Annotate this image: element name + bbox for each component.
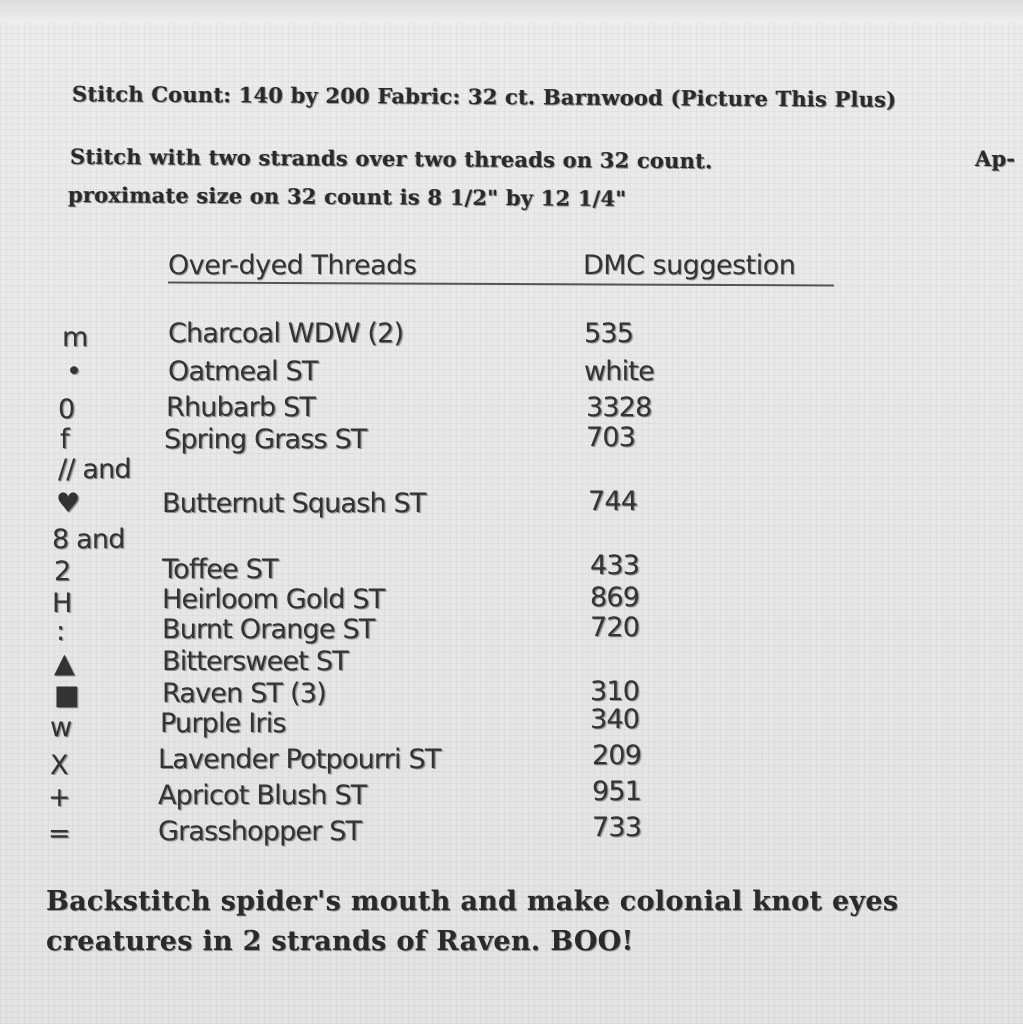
thread-name-cell: Heirloom Gold ST: [162, 584, 385, 615]
dmc-number-cell: 720: [590, 612, 640, 643]
thread-name-cell: Raven ST (3): [162, 678, 326, 709]
symbol-cell: :: [56, 616, 65, 647]
dmc-number-cell: 535: [584, 318, 634, 349]
thread-name-cell: Charcoal WDW (2): [168, 318, 404, 349]
thread-name-cell: Burnt Orange ST: [162, 614, 375, 645]
stitch-count-line: Stitch Count: 140 by 200 Fabric: 32 ct. Barnwood (Picture This Plus): [71, 81, 897, 112]
symbol-cell: •: [66, 356, 82, 387]
thread-name-cell: Spring Grass ST: [164, 424, 367, 455]
thread-name-cell: Apricot Blush ST: [158, 780, 367, 811]
column-header-dmc: DMC suggestion: [583, 250, 796, 281]
dmc-number-cell: white: [584, 356, 654, 387]
instructions-line-2: proximate size on 32 count is 8 1/2" by 12 1/4": [67, 182, 627, 211]
thread-name-cell: Toffee ST: [162, 554, 278, 585]
dmc-number-cell: 951: [592, 776, 642, 807]
dmc-number-cell: 310: [590, 676, 640, 707]
symbol-cell: m: [62, 322, 88, 353]
dmc-number-cell: 733: [592, 812, 642, 843]
symbol-cell: // and: [58, 454, 131, 485]
backstitch-note-line-1: Backstitch spider's mouth and make colonial knot eyes: [46, 886, 899, 917]
symbol-cell: +: [48, 782, 70, 813]
symbol-cell: w: [50, 712, 72, 743]
dmc-number-cell: 703: [586, 422, 636, 453]
symbol-cell: 8 and: [52, 524, 125, 555]
dmc-number-cell: 433: [590, 550, 640, 581]
thread-name-cell: Oatmeal ST: [168, 356, 318, 387]
thread-name-cell: Lavender Potpourri ST: [158, 744, 441, 775]
symbol-cell: 0: [58, 394, 75, 425]
symbol-cell: X: [50, 750, 68, 781]
thread-name-cell: Butternut Squash ST: [162, 488, 426, 519]
instructions-hyphenated-fragment: Ap-: [975, 146, 1016, 171]
dmc-number-cell: 209: [592, 740, 642, 771]
thread-name-cell: Purple Iris: [160, 708, 286, 739]
thread-name-cell: Bittersweet ST: [162, 646, 348, 677]
thread-name-cell: Rhubarb ST: [166, 392, 316, 423]
symbol-cell: =: [48, 818, 70, 849]
symbol-cell: ■: [54, 680, 79, 711]
thread-name-cell: Grasshopper ST: [158, 816, 362, 847]
symbol-cell: ♥: [56, 488, 80, 519]
dmc-number-cell: 869: [590, 582, 640, 613]
dmc-number-cell: 3328: [586, 392, 652, 423]
symbol-cell: H: [52, 588, 72, 619]
column-header-threads: Over-dyed Threads: [168, 250, 417, 281]
dmc-number-cell: 744: [588, 486, 638, 517]
paper-top-edge: [0, 0, 1023, 22]
instructions-line-1: Stitch with two strands over two threads on 32 count.: [69, 143, 713, 174]
symbol-cell: f: [60, 424, 69, 455]
backstitch-note-line-2: creatures in 2 strands of Raven. BOO!: [46, 926, 634, 957]
dmc-number-cell: 340: [590, 704, 640, 735]
symbol-cell: 2: [54, 556, 71, 587]
symbol-cell: ▲: [54, 648, 74, 679]
